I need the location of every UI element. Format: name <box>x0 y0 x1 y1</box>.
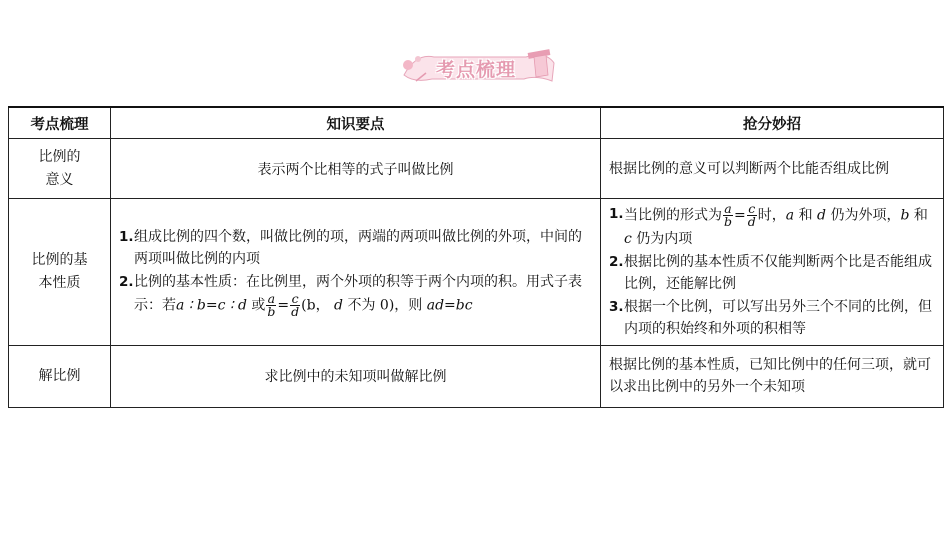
condition-text: 不为 0)，则 <box>347 297 423 314</box>
list-item <box>609 251 937 296</box>
tips-cell <box>601 345 944 407</box>
ratio-expression: a ∶ b=c ∶ d <box>176 297 247 314</box>
topic-cell <box>9 345 111 407</box>
knowledge-cell: 求比例中的未知项叫做解比例 <box>111 345 601 407</box>
list-item <box>609 296 937 341</box>
variable: a <box>785 207 795 224</box>
item-text: 根据一个比例，可以写出另外三个不同的比例，但内项的积始终和外项的积相等 <box>624 298 932 337</box>
header-knowledge: 知识要点 <box>111 107 601 139</box>
topic-line: 解比例 <box>38 367 81 384</box>
product-expression: ad=bc <box>426 297 473 314</box>
table-header-row <box>9 107 944 139</box>
table-row <box>9 139 944 199</box>
variable: b <box>900 207 910 224</box>
table-row <box>9 199 944 346</box>
header-topic: 考点梳理 <box>9 107 111 139</box>
condition-text: (b， <box>301 297 330 314</box>
variable: c <box>624 231 632 247</box>
tips-list <box>601 199 943 345</box>
fraction-denominator: d <box>747 214 756 229</box>
equals-sign: = <box>734 207 746 224</box>
fraction-denominator: b <box>724 214 733 229</box>
item-text: 根据比例的基本性质不仅能判断两个比是否能组成比例，还能解比例 <box>624 253 932 292</box>
item-number: 3. <box>609 298 624 315</box>
fraction-numerator: c <box>748 201 756 216</box>
item-text: 仍为外项， <box>830 207 901 224</box>
knowledge-cell: 表示两个比相等的式子叫做比例 <box>111 139 601 199</box>
fraction-numerator: a <box>267 291 276 306</box>
knowledge-list <box>111 222 600 323</box>
topic-line: 本性质 <box>38 274 81 291</box>
fraction-denominator: d <box>291 304 300 319</box>
variable: d <box>817 207 826 224</box>
list-item <box>609 203 937 251</box>
header-tips: 抢分妙招 <box>601 107 944 139</box>
topic-line: 比例的基 <box>31 251 88 268</box>
tips-text: 根据比例的基本性质，已知比例中的任何三项，就可以求出比例中的另外一个未知项 <box>609 357 931 395</box>
topic-cell <box>9 139 111 199</box>
item-number: 2. <box>119 273 134 290</box>
topic-cell <box>9 199 111 346</box>
item-text: 仍为内项 <box>636 231 693 247</box>
fraction-numerator: c <box>291 291 299 306</box>
tips-cell <box>601 199 944 346</box>
item-text: 时， <box>757 207 786 224</box>
fraction <box>290 293 300 318</box>
knowledge-table <box>8 106 944 408</box>
item-text: 比例的基本性质：在比例里，两个外项的积等于两个内项的积。用式子表示：若 <box>134 273 582 314</box>
variable: d <box>334 297 344 314</box>
item-text: 当比例的形式为 <box>624 207 722 224</box>
and-word: 和 <box>913 207 928 224</box>
fraction-denominator: b <box>267 304 276 319</box>
list-item <box>119 271 594 319</box>
topic-line: 意义 <box>45 171 74 188</box>
banner-title: 考点梳理 <box>435 59 516 81</box>
equals-sign: = <box>277 297 290 314</box>
item-number: 1. <box>609 206 624 222</box>
and-word: 和 <box>798 207 813 224</box>
fraction <box>747 203 757 228</box>
tips-cell <box>601 139 944 199</box>
item-number: 2. <box>609 253 624 270</box>
tips-text: 根据比例的意义可以判断两个比能否组成比例 <box>609 160 889 177</box>
list-item <box>119 226 594 271</box>
topic-line: 比例的 <box>38 148 81 165</box>
section-banner <box>396 45 558 87</box>
fraction <box>266 293 276 318</box>
item-text: 组成比例的四个数，叫做比例的项，两端的两项叫做比例的外项，中间的两项叫做比例的内项 <box>134 228 582 267</box>
knowledge-cell <box>111 199 601 346</box>
table-row <box>9 345 944 407</box>
item-number: 1. <box>119 228 134 245</box>
or-word: 或 <box>251 297 266 314</box>
fraction-numerator: a <box>724 201 732 216</box>
fraction <box>723 203 733 228</box>
